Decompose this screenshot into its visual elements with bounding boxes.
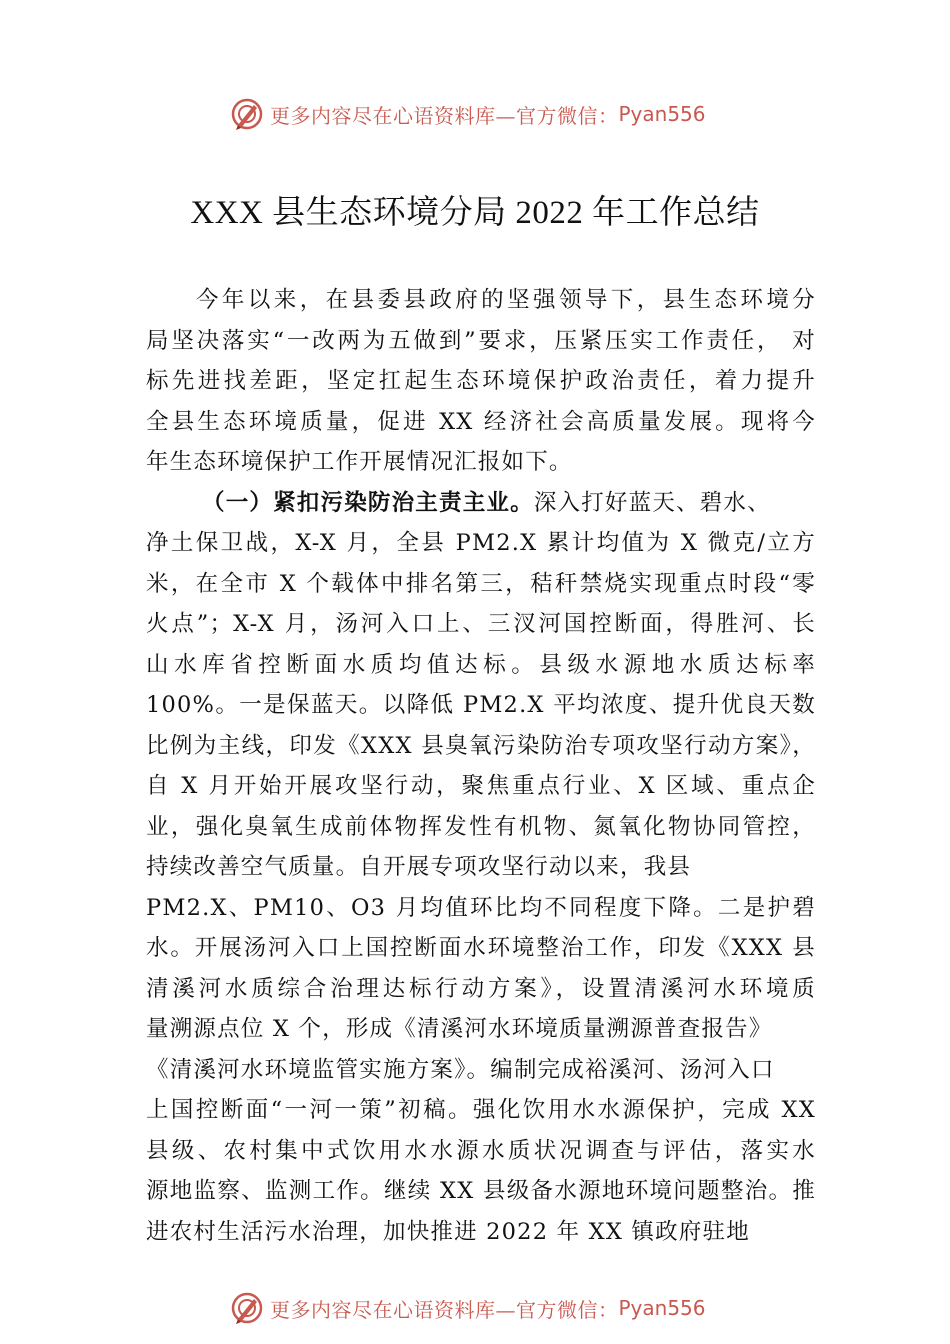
text-line: 持续改善空气质量。自开展专项攻坚行动以来，我县 xyxy=(146,854,692,880)
section-heading-rest: 深入打好蓝天、碧水、 xyxy=(533,489,771,516)
watermark-header xyxy=(230,96,706,132)
text-line: PM2.X、PM10、O3 月均值环比均不同程度下降。二是护碧 xyxy=(146,894,816,921)
text-line: 火点”；X-X 月，汤河入口上、三汊河国控断面，得胜河、长 xyxy=(146,611,816,637)
text-line: 山水库省控断面水质均值达标。县级水源地水质达标率 xyxy=(146,651,816,678)
text-line: 全县生态环境质量，促进 XX 经济社会高质量发展。现将今 xyxy=(146,408,816,435)
text-line: 水。开展汤河入口上国控断面水环境整治工作，印发《XXX 县 xyxy=(146,935,816,961)
text-line: 业，强化臭氧生成前体物挥发性有机物、氮氧化物协同管控， xyxy=(146,813,816,840)
text-line: 标先进找差距，坚定扛起生态环境保护政治责任，着力提升 xyxy=(146,368,816,394)
text-line: 源地监察、监测工作。继续 XX 县级备水源地环境问题整治。推 xyxy=(146,1178,816,1204)
section-heading: （一）紧扣污染防治主责主业。 xyxy=(202,489,534,516)
watermark-wechat-id: Pyan556 xyxy=(618,102,706,126)
text-line: 年生态环境保护工作开展情况汇报如下。 xyxy=(146,449,573,475)
watermark-wechat-id: Pyan556 xyxy=(618,1296,706,1320)
text-line: 局坚决落实“一改两为五做到”要求，压紧压实工作责任， 对 xyxy=(146,327,816,354)
pen-logo-icon xyxy=(230,1291,264,1325)
pen-logo-icon xyxy=(230,97,264,131)
text-line: 《清溪河水环境监管实施方案》。编制完成裕溪河、汤河入口 xyxy=(146,1056,775,1083)
document-body xyxy=(146,280,816,1252)
watermark-text: 更多内容尽在心语资料库—官方微信： xyxy=(270,103,619,128)
text-line: 100%。一是保蓝天。以降低 PM2.X 平均浓度、提升优良天数 xyxy=(146,692,816,718)
watermark-text: 更多内容尽在心语资料库—官方微信： xyxy=(270,1297,619,1322)
text-line: 比例为主线，印发《XXX 县臭氧污染防治专项攻坚行动方案》， xyxy=(146,732,816,759)
watermark-footer xyxy=(230,1290,706,1326)
text-line: 自 X 月开始开展攻坚行动，聚焦重点行业、X 区域、重点企 xyxy=(146,773,816,799)
text-line: 净土保卫战，X-X 月，全县 PM2.X 累计均值为 X 微克/立方 xyxy=(146,530,816,556)
text-line: 清溪河水质综合治理达标行动方案》，设置清溪河水环境质 xyxy=(146,975,816,1002)
text-line: 县级、农村集中式饮用水水源水质状况调查与评估，落实水 xyxy=(146,1137,816,1164)
text-line: 米，在全市 X 个载体中排名第三，秸秆禁烧实现重点时段“零 xyxy=(146,570,816,597)
text-line: 今年以来，在县委县政府的坚强领导下，县生态环境分 xyxy=(196,287,816,313)
text-line: 上国控断面“一河一策”初稿。强化饮用水水源保护，完成 XX xyxy=(146,1097,816,1123)
document-title: XXX 县生态环境分局 2022 年工作总结 xyxy=(190,195,760,231)
text-line: 进农村生活污水治理，加快推进 2022 年 XX 镇政府驻地 xyxy=(146,1218,750,1245)
text-line: 量溯源点位 X 个，形成《清溪河水环境质量溯源普查报告》 xyxy=(146,1016,773,1042)
section-heading-line xyxy=(146,483,816,524)
